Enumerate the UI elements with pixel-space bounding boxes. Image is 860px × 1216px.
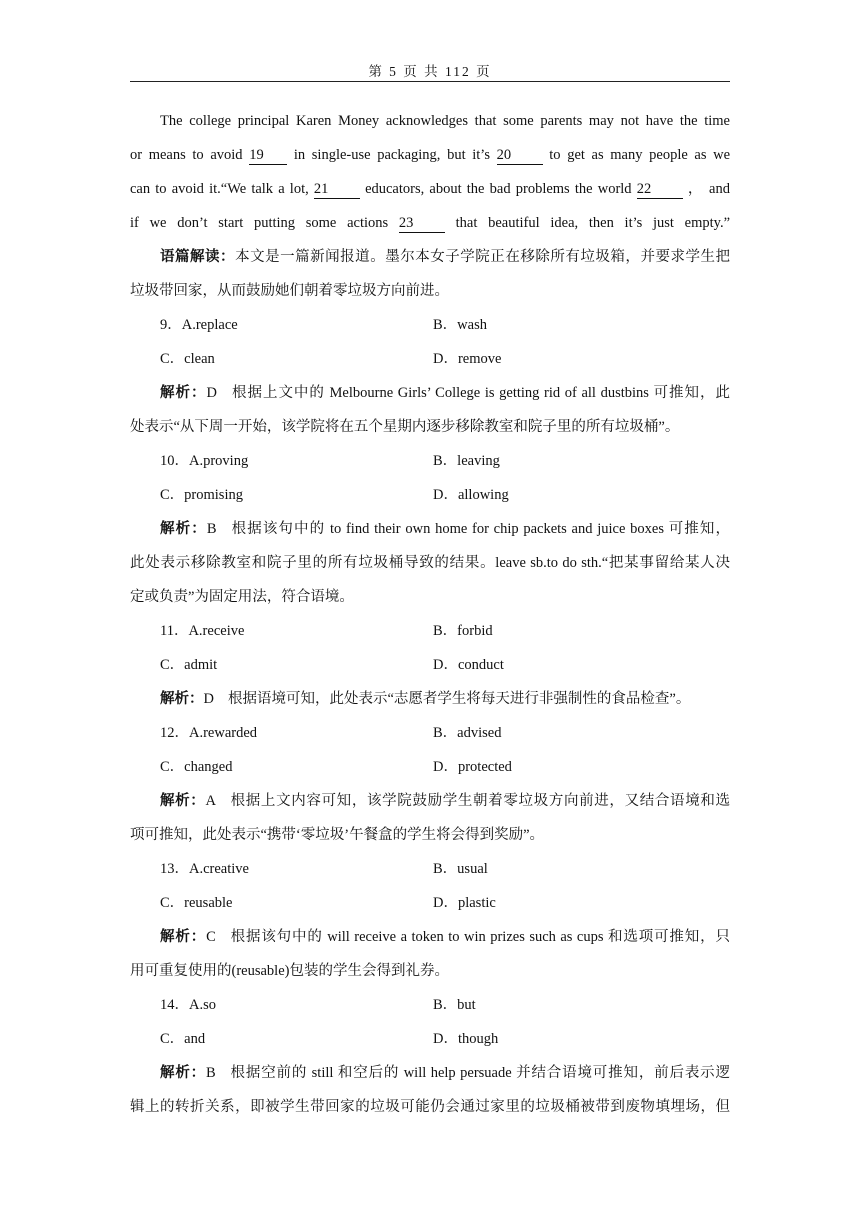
answer-letter: D	[206, 385, 217, 401]
option-d: D．protected	[433, 759, 512, 775]
header-rule	[130, 81, 730, 82]
option-c: C．clean	[160, 351, 215, 367]
explanation-line: 用可重复使用的(reusable)包装的学生会得到礼券。	[130, 963, 449, 979]
option-a: 14．A.so	[160, 997, 216, 1013]
explanation-label: 解析：	[160, 691, 204, 707]
passage-line: if we don’t start putting some actions 23 that beautiful idea, then it’s just empty.”	[130, 215, 731, 231]
options-row	[130, 648, 730, 682]
option-b: B．leaving	[433, 453, 500, 469]
page-header: 第 5 页 共 112 页	[368, 64, 492, 79]
explanation-label: 解析：	[160, 385, 207, 401]
option-c: C．promising	[160, 487, 243, 503]
option-b: B．forbid	[433, 623, 493, 639]
explanation-line: 定或负责”为固定用法，符合语境。	[130, 589, 354, 605]
option-a: 12．A.rewarded	[160, 725, 258, 741]
explanation-line: 解析：D 根据上文中的 Melbourne Girls’ College is getting rid of all dustbins 可推知，此	[160, 385, 731, 401]
option-a: 13．A.creative	[160, 861, 249, 877]
option-d: D．plastic	[433, 895, 496, 911]
blank-23: 23	[399, 214, 445, 233]
blank-21: 21	[314, 180, 360, 199]
option-d: D．remove	[433, 351, 502, 367]
explanation-label: 解析：	[160, 521, 207, 537]
options-row	[130, 444, 730, 478]
explanation-label: 解析：	[160, 793, 206, 809]
explanation-line: 此处表示移除教室和院子里的所有垃圾桶导致的结果。leave sb.to do sth.“把某事留给某人决	[130, 555, 730, 571]
option-d: D．conduct	[433, 657, 504, 673]
blank-19: 19	[249, 146, 287, 165]
answer-letter: B	[206, 521, 217, 537]
options-row	[130, 614, 730, 648]
answer-letter: B	[206, 1065, 216, 1081]
option-b: B．advised	[433, 725, 502, 741]
options-row	[130, 716, 730, 750]
option-b: B．usual	[433, 861, 488, 877]
explanation-line: 解析：B 根据空前的 still 和空后的 will help persuade 并结合语境可推知，前后表示逻	[160, 1065, 730, 1081]
options-row	[130, 988, 730, 1022]
option-d: D．allowing	[433, 487, 509, 503]
options-row	[130, 342, 730, 376]
options-row	[130, 1022, 730, 1056]
summary-label: 语篇解读：	[160, 249, 236, 265]
options-row	[130, 750, 730, 784]
explanation-line: 解析：A 根据上文内容可知，该学院鼓励学生朝着零垃圾方向前进，又结合语境和选	[160, 793, 731, 809]
explanation-line: 项可推知，此处表示“携带‘零垃圾’午餐盒的学生将会得到奖励”。	[130, 827, 545, 843]
passage-line: or means to avoid 19 in single-use packaging, but it’s 20 to get as many people as we	[130, 147, 731, 163]
options-row	[130, 478, 730, 512]
explanation-label: 解析：	[160, 1065, 207, 1081]
option-c: C．reusable	[160, 895, 233, 911]
blank-20: 20	[497, 146, 543, 165]
options-row	[130, 886, 730, 920]
explanation-line: 解析：C 根据该句中的 will receive a token to win prizes such as cups 和选项可推知，只	[160, 929, 730, 945]
blank-22: 22	[637, 180, 683, 199]
options-row	[130, 852, 730, 886]
option-c: C．admit	[160, 657, 218, 673]
answer-letter: C	[206, 929, 216, 945]
document-body	[130, 104, 730, 1124]
explanation-label: 解析：	[160, 929, 207, 945]
option-d: D．though	[433, 1031, 499, 1047]
answer-letter: A	[205, 793, 216, 809]
explanation-line: 解析：B 根据该句中的 to find their own home for chip packets and juice boxes 可推知，	[160, 521, 731, 537]
option-c: C．changed	[160, 759, 233, 775]
option-b: B．wash	[433, 317, 487, 333]
option-a: 10．A.proving	[160, 453, 249, 469]
option-b: B．but	[433, 997, 476, 1013]
passage-line: The college principal Karen Money acknowledges that some parents may not have the time	[160, 113, 730, 129]
explanation-line: 辑上的转折关系，即被学生带回家的垃圾可能仍会通过家里的垃圾桶被带到废物填埋场，但	[130, 1099, 730, 1115]
option-a: 11．A.receive	[160, 623, 245, 639]
summary-line: 垃圾带回家，从而鼓励她们朝着零垃圾方向前进。	[130, 283, 449, 299]
options-row	[130, 308, 730, 342]
option-c: C．and	[160, 1031, 206, 1047]
explanation-line: 解析：D 根据语境可知，此处表示“志愿者学生将每天进行非强制性的食品检查”。	[160, 691, 691, 707]
option-a: 9．A.replace	[160, 317, 238, 333]
explanation-line: 处表示“从下周一开始，该学院将在五个星期内逐步移除教室和院子里的所有垃圾桶”。	[130, 419, 680, 435]
answer-letter: D	[203, 691, 214, 707]
summary-line: 语篇解读：本文是一篇新闻报道。墨尔本女子学院正在移除所有垃圾箱，并要求学生把	[160, 249, 731, 265]
passage-line: can to avoid it.“We talk a lot, 21 educators, about the bad problems the world 22 ， and	[130, 181, 730, 197]
